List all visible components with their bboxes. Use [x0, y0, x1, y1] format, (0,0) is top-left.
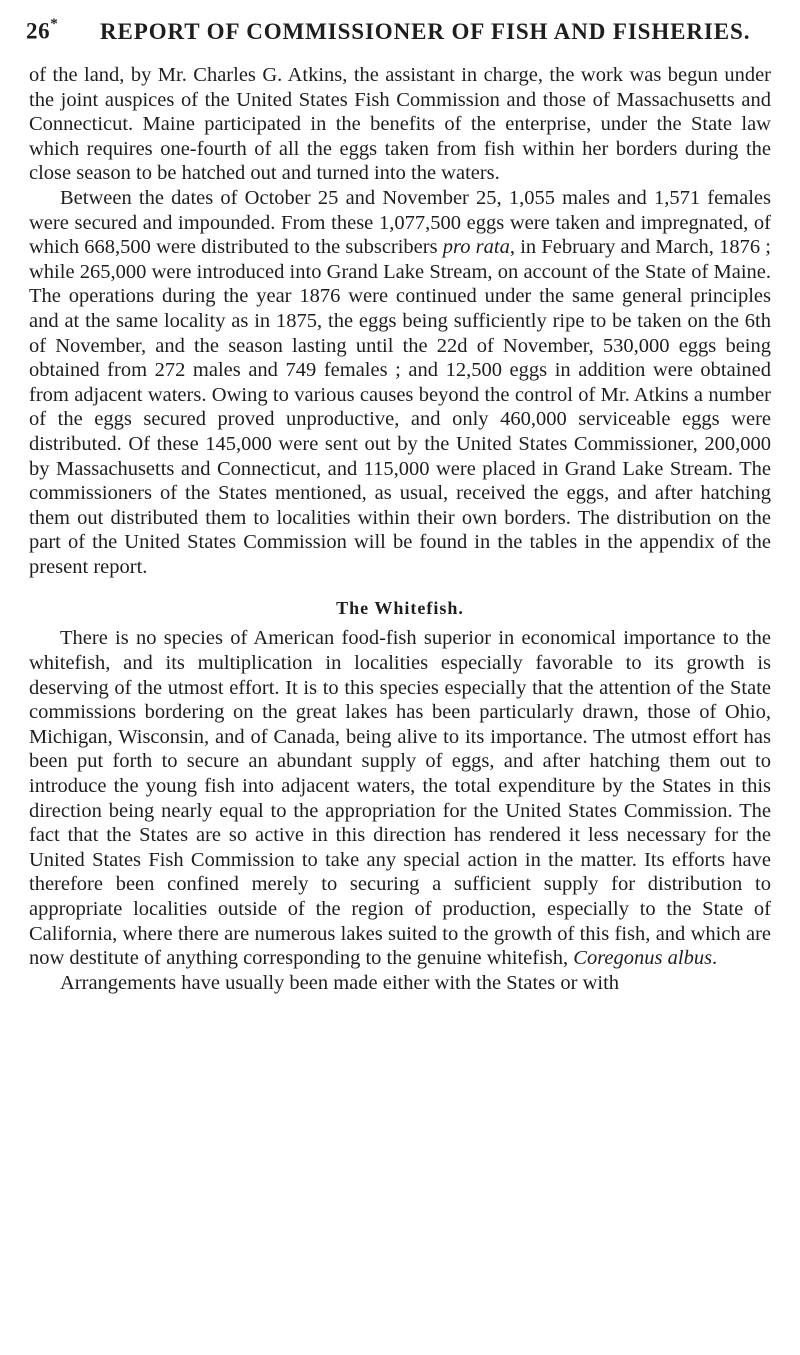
species-name: Coregonus albus	[573, 947, 713, 970]
italic-phrase: pro rata	[442, 236, 510, 259]
paragraph-text: , in February and March, 1876 ; while 265,000 were introduced into Grand Lake Stream, on account of the State of Maine. The operations during the year 1876 were continued under the same general principles and at the same locality as in 1875, the eggs being sufficiently ripe to be taken on the 6th of November, and the season lasting until the 22d of November, 530,000 eggs being obtained from 272 males and 749 females ; and 12,500 eggs in addition were obtained from adjacent waters. Owing to various causes beyond the control of Mr. Atkins a number of the eggs secured proved unproductive, and only 460,000 serviceable eggs were distributed. Of these 145,000 were sent out by the United States Commissioner, 200,000 by Massachusetts and Connecticut, and 115,000 were placed in Grand Lake Stream. The commissioners of the States mentioned, as usual, received the eggs, and after hatching them out distributed them to localities within their own borders. The distribution on the part of the United States Commission will be found in the tables in the appendix of the present report.	[29, 236, 772, 578]
paragraph-salmon-operations	[29, 186, 771, 580]
paragraph-whitefish	[29, 626, 771, 970]
section-heading: The Whitefish.	[336, 598, 464, 619]
body-text	[29, 63, 771, 995]
page-number: 26*	[26, 16, 59, 44]
paragraph-text: Between the dates of October 25 and November 25, 1,055 males and 1,571 females were secured and impounded. From these 1,077,500 eggs were taken and impregnated, of which 668,500 were distributed to the subscribers	[29, 186, 771, 259]
running-head	[26, 18, 770, 50]
paragraph-continuation: of the land, by Mr. Charles G. Atkins, the assistant in charge, the work was begun under the joint auspices of the United States Fish Commission and those of Massachusetts and Connecticut. Maine participated in the benefits of the enterprise, under the State law which requires one-fourth of all the eggs taken from fish within her borders during the close season to be hatched out and turned into the waters.	[29, 64, 771, 185]
page-number-mark: *	[50, 16, 59, 32]
paragraph-arrangements: Arrangements have usually been made either with the States or with	[60, 971, 620, 994]
running-head-title: REPORT OF COMMISSIONER OF FISH AND FISHERIES.	[100, 19, 751, 44]
paragraph-text: There is no species of American food-fish superior in economical importance to the whitefish, and its multiplication in localities especially favorable to its growth is deserving of the utmost effort. It is to this species especially that the attention of the State commissions bordering on the great lakes has been particularly drawn, those of Ohio, Michigan, Wisconsin, and of Canada, being alive to its importance. The utmost effort has been put forth to secure an abundant supply of eggs, and after hatching them out to introduce the young fish into adjacent waters, the total expenditure by the States in this direction being nearly equal to the appropriation for the United States Commission. The fact that the States are so active in this direction has rendered it less necessary for the United States Fish Commission to take any special action in the matter. Its efforts have therefore been confined merely to securing a sufficient supply for distribution to appropriate localities outside of the region of production, especially to the State of California, where there are numerous lakes suited to the growth of this fish, and which are now destitute of anything corresponding to the genuine whitefish,	[29, 627, 771, 970]
paragraph-text: .	[712, 947, 718, 970]
